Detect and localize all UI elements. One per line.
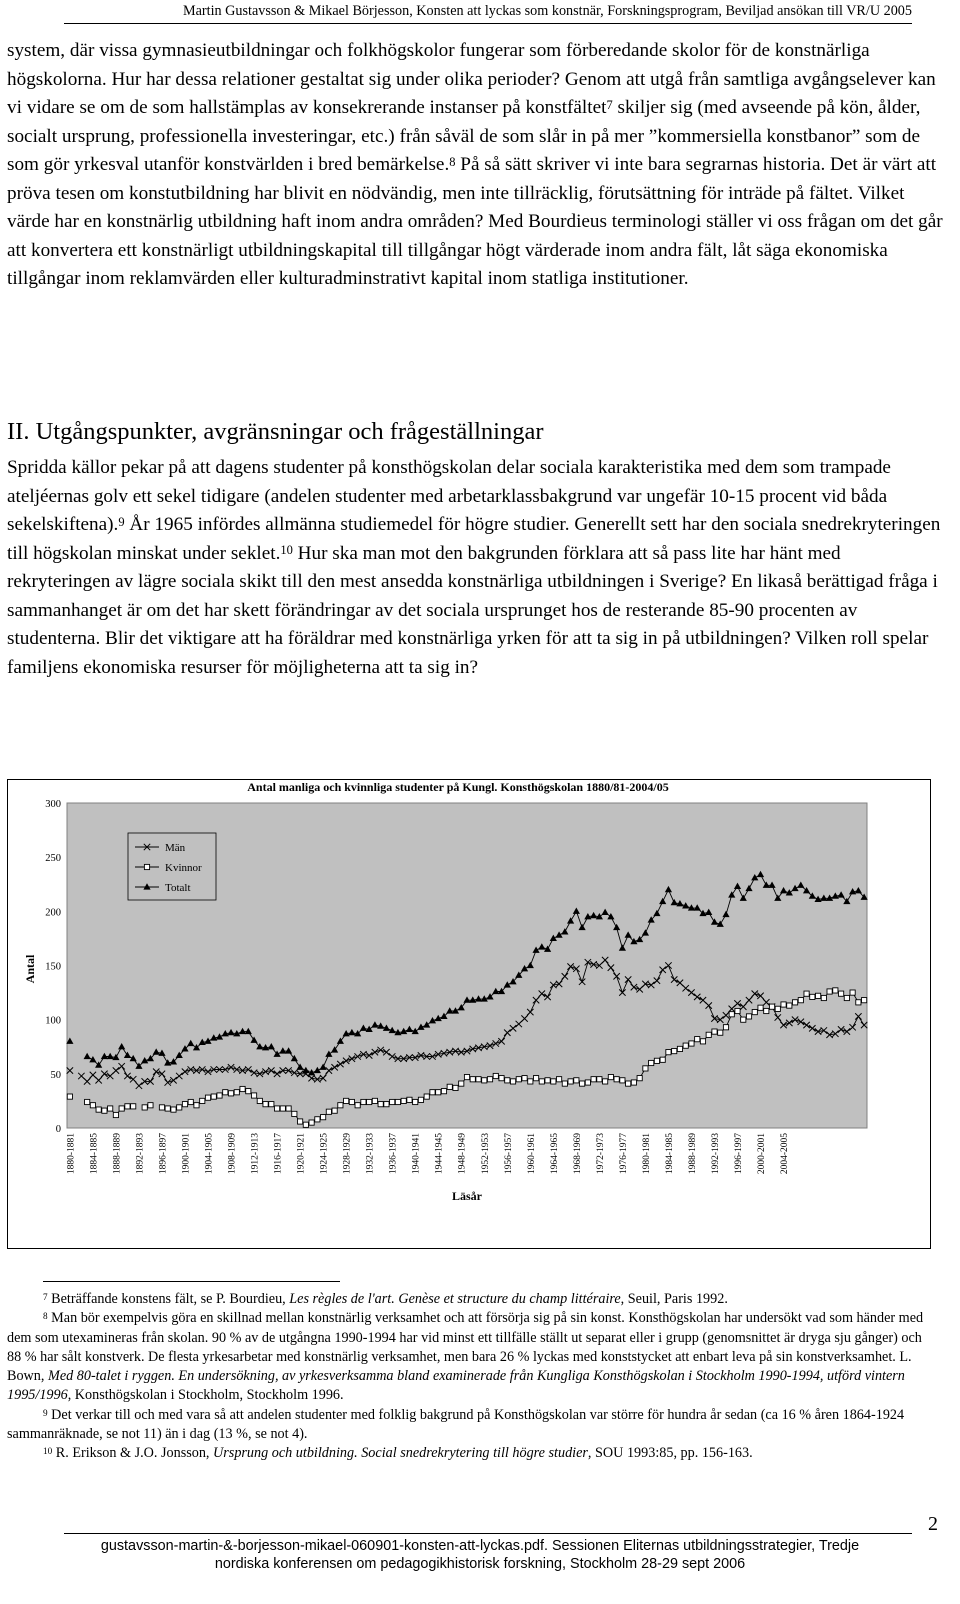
series-women-point <box>303 1122 308 1127</box>
series-women-point <box>792 1000 797 1005</box>
footer-line-2: nordiska konferensen om pedagogikhistorisk forskning, Stockholm 28-29 sept 2006 <box>214 1556 746 1572</box>
series-women-point <box>603 1079 608 1084</box>
series-women-point <box>539 1079 544 1084</box>
footnote-10-text-c: , SOU 1993:85, pp. 156-163. <box>587 1445 753 1462</box>
paragraph-2-part-2: År 1965 infördes allmänna studiemedel för högre studier. Generellt sett har den sociala snedrekryteringen till högskolan minskat under seklet. <box>7 514 941 564</box>
chart-title: Antal manliga och kvinnliga studenter på Kungl. Konsthögskolan 1880/81-2004/05 <box>247 780 669 794</box>
footer-line-1: gustavsson-martin-&-borjesson-mikael-060901-konsten-att-lyckas.pdf. Sessionen Eliternas utbildningsstrategier, Tredje <box>100 1538 860 1554</box>
series-women-point <box>712 1029 717 1034</box>
chart-figure <box>7 779 931 1249</box>
y-tick-label: 100 <box>45 1015 61 1027</box>
series-women-point <box>856 1000 861 1005</box>
paragraph-1-part-1: system, där vissa gymnasieutbildningar och folkhögskolor fungerar som förberedande skolor för de konstnärliga högskolorna. Hur har dessa relationer gestaltat sig under olika perioder? Genom att utgå från samtliga avgångselever kan vi vidare se om de som hallstämplas av konsekrerande instanser på konstfältet <box>7 40 936 118</box>
x-tick-label: 1992-1993 <box>710 1133 721 1175</box>
series-women-point <box>493 1073 498 1078</box>
series-women-point <box>194 1103 199 1108</box>
series-women-point <box>263 1102 268 1107</box>
series-women-point <box>487 1077 492 1082</box>
x-tick-label: 1916-1917 <box>273 1133 284 1175</box>
series-women-point <box>804 991 809 996</box>
series-women-point <box>482 1078 487 1083</box>
x-tick-label: 1948-1949 <box>457 1133 468 1175</box>
footnote-8-title: Med 80-talet i ryggen. En undersökning, av yrkesverksamma bland examinerade från Kungliga Konsthögskolan i Stockholm 1990-1994, utförd vintern 1995/1996 <box>7 1368 905 1404</box>
series-women-point <box>441 1089 446 1094</box>
series-women-point <box>735 1008 740 1013</box>
x-tick-label: 1928-1929 <box>342 1133 353 1175</box>
footnote-9-number: 9 <box>43 1407 48 1418</box>
series-women-point <box>459 1081 464 1086</box>
series-women-point <box>108 1106 113 1111</box>
footnote-ref-7[interactable]: 7 <box>606 97 613 112</box>
paragraph-1-part-3: På så sätt skriver vi inte bara segrarnas historia. Det är värt att pröva tesen om konstutbildning har blivit en nödvändig, men inte tillräcklig, förutsättning för inträde på fältet. Vilket värde har en konstnärlig utbildning haft inom andra områden? Med Bourdieus terminologi ställer vi oss frågan om det går att konvertera ett konstnärligt utbildningskapital till tillgångar högt värderade inom andra fält, låt säga ekonomiska tillgångar inom reklamvärden eller kulturadminstrativt kapital inom statliga institutioner. <box>7 154 943 289</box>
x-tick-label: 1892-1893 <box>135 1133 146 1175</box>
series-women-point <box>211 1094 216 1099</box>
series-women-point <box>844 995 849 1000</box>
series-women-point <box>453 1085 458 1090</box>
series-women-point <box>516 1077 521 1082</box>
legend-label: Totalt <box>165 882 191 894</box>
footnote-8 <box>7 1309 937 1405</box>
footnote-7-text-c: , Seuil, Paris 1992. <box>620 1291 728 1307</box>
series-women-point <box>626 1081 631 1086</box>
series-women-point <box>418 1097 423 1102</box>
series-women-point <box>286 1106 291 1111</box>
x-tick-label: 1980-1981 <box>641 1133 652 1175</box>
series-women-point <box>188 1099 193 1104</box>
running-header: Martin Gustavsson & Mikael Börjesson, Konsten att lyckas som konstnär, Forskningsprogram, Beviljad ansökan till VR/U 2005 <box>64 1 912 24</box>
series-women-point <box>395 1099 400 1104</box>
series-women-point <box>666 1050 671 1055</box>
series-women-point <box>131 1104 136 1109</box>
footnote-rule <box>43 1281 340 1282</box>
series-women-point <box>574 1078 579 1083</box>
x-tick-label: 1904-1905 <box>204 1133 215 1175</box>
series-women-point <box>292 1111 297 1116</box>
footnote-10 <box>7 1444 937 1463</box>
series-women-point <box>85 1099 90 1104</box>
series-women-point <box>246 1089 251 1094</box>
series-women-point <box>401 1098 406 1103</box>
series-women-point <box>413 1099 418 1104</box>
series-women-point <box>597 1077 602 1082</box>
series-women-point <box>677 1046 682 1051</box>
series-women-point <box>372 1098 377 1103</box>
series-women-point <box>718 1030 723 1035</box>
series-women-point <box>102 1108 107 1113</box>
series-women-point <box>660 1057 665 1062</box>
series-women-point <box>746 1014 751 1019</box>
paragraph-2 <box>7 454 947 682</box>
paragraph-2-part-1: Spridda källor pekar på att dagens studenter på konsthögskolan delar sociala karakteristika med dem som trampade ateljéernas golv ett sekel tidigare (andelen studenter med arbetarklassbakgrund var ungefär 10-15 procent vid båda sekelskiftena). <box>7 457 891 535</box>
x-tick-label: 1972-1973 <box>595 1133 606 1175</box>
series-women-point <box>729 1012 734 1017</box>
series-women-point <box>522 1076 527 1081</box>
footnote-8-number: 8 <box>43 1311 48 1322</box>
series-women-point <box>683 1043 688 1048</box>
x-tick-label: 1976-1977 <box>618 1133 629 1175</box>
x-tick-label: 1988-1989 <box>687 1133 698 1175</box>
footnote-ref-8[interactable]: 8 <box>449 154 456 169</box>
x-axis-label: Läsår <box>452 1189 482 1203</box>
footnote-10-title: Ursprung och utbildning. Social snedrekrytering till högre studier <box>213 1445 588 1462</box>
footnote-ref-10[interactable]: 10 <box>280 543 293 558</box>
y-tick-label: 150 <box>45 961 61 973</box>
series-women-point <box>510 1079 515 1084</box>
series-women-point <box>700 1039 705 1044</box>
series-women-point <box>850 990 855 995</box>
series-women-point <box>257 1098 262 1103</box>
legend-label: Män <box>165 842 186 854</box>
series-women-point <box>689 1041 694 1046</box>
series-women-point <box>769 1004 774 1009</box>
series-women-point <box>119 1106 124 1111</box>
series-women-point <box>159 1105 164 1110</box>
series-women-point <box>695 1037 700 1042</box>
series-women-point <box>499 1076 504 1081</box>
series-women-point <box>269 1102 274 1107</box>
series-women-point <box>384 1102 389 1107</box>
series-women-point <box>723 1025 728 1030</box>
student-count-chart <box>8 780 930 1248</box>
y-tick-label: 0 <box>55 1124 61 1135</box>
series-women-point <box>361 1099 366 1104</box>
series-women-point <box>378 1102 383 1107</box>
series-women-point <box>741 1017 746 1022</box>
footnotes <box>7 1290 937 1464</box>
series-women-point <box>171 1107 176 1112</box>
series-women-point <box>631 1080 636 1085</box>
series-women-point <box>862 998 867 1003</box>
section-heading: II. Utgångspunkter, avgränsningar och frågeställningar <box>7 418 544 445</box>
series-women-point <box>205 1095 210 1100</box>
series-women-point <box>476 1077 481 1082</box>
series-women-point <box>182 1102 187 1107</box>
series-women-point <box>591 1077 596 1082</box>
x-tick-label: 1884-1885 <box>89 1133 100 1175</box>
series-women-point <box>367 1099 372 1104</box>
series-women-point <box>528 1079 533 1084</box>
series-women-point <box>815 993 820 998</box>
x-tick-label: 1956-1957 <box>503 1133 514 1175</box>
footnote-9-text: Det verkar till och med vara så att andelen studenter med folklig bakgrund på Konsthögskolan var större för hundra år sedan (ca 16 % åren 1864-1924 sammanräknade, se not 11) än i dag (13 %, se not 4). <box>7 1406 905 1443</box>
series-women-point <box>436 1090 441 1095</box>
x-tick-label: 1896-1897 <box>158 1133 169 1175</box>
x-tick-label: 1880-1881 <box>66 1133 77 1175</box>
series-women-point <box>839 991 844 996</box>
series-women-point <box>430 1090 435 1095</box>
series-women-point <box>177 1105 182 1110</box>
series-women-point <box>390 1099 395 1104</box>
paragraph-1-part-2: skiljer sig (med avseende på kön, ålder, socialt ursprung, professionella investeringar, etc.) från såväl de som slår in på mer ”kommersiella konstbanor” som de som gör yrkesval utanför konstvärlden i bred bemärkelse. <box>7 97 921 175</box>
paragraph-2-part-3: Hur ska man mot den bakgrunden förklara att så pass lite har hänt med rekryteringen av lägre sociala skikt till den mest ansedda konstnärliga utbildningen i Sverige? En likaså berättigad fråga i sammanhanget är om det har skett förändringar av det sociala ursprunget hos de resterande 85-90 procenten av studenterna. Blir det viktigare att ha föräldrar med konstnärliga yrken för att ta sig in på utbildningen? Vilken roll spelar familjens ekonomiska resurser för möjligheterna att ta sig in? <box>7 542 938 678</box>
series-women-point <box>280 1106 285 1111</box>
series-women-point <box>798 998 803 1003</box>
y-tick-label: 50 <box>50 1069 61 1081</box>
footnote-10-number: 10 <box>43 1446 53 1457</box>
series-women-point <box>608 1074 613 1079</box>
x-tick-label: 1944-1945 <box>434 1133 445 1175</box>
series-women-point <box>251 1093 256 1098</box>
paragraph-1 <box>7 37 947 294</box>
legend <box>128 833 216 900</box>
x-tick-label: 1952-1953 <box>480 1133 491 1175</box>
footnote-8-text-a: Man bör exempelvis göra en skillnad mellan konstnärlig verksamhet och att försörja sig på sin konst. Konsthögskolan har undersökt vad som händer med dem som utexamineras från skolan. 90 % av de utgångna 1990-1994 har vid minst ett tillfälle ställt ut separat eller i grupp (genomsnittet är dryga sju gånger) och 88 % har sålt konstverk. De flesta yrkesarbetar med konstnärlig verksamhet, men bara 26 % lyckas med konststycket att enbart leva på sin konstverksamhet. L. Bown, <box>7 1310 924 1385</box>
y-tick-label: 200 <box>45 907 61 919</box>
series-women-point <box>614 1077 619 1082</box>
x-tick-label: 1912-1913 <box>250 1133 261 1175</box>
series-women-point <box>787 1003 792 1008</box>
x-tick-label: 1940-1941 <box>411 1133 422 1175</box>
series-women-point <box>775 1006 780 1011</box>
series-women-point <box>142 1105 147 1110</box>
series-women-point <box>223 1090 228 1095</box>
series-women-point <box>90 1103 95 1108</box>
footnote-7 <box>7 1290 937 1309</box>
footnote-10-text-a: R. Erikson & J.O. Jonsson, <box>52 1445 214 1462</box>
legend-marker <box>144 864 149 869</box>
footnote-9 <box>7 1406 937 1445</box>
series-women-point <box>545 1078 550 1083</box>
x-tick-label: 1888-1889 <box>112 1133 123 1175</box>
series-women-point <box>620 1078 625 1083</box>
series-women-point <box>821 995 826 1000</box>
series-women-point <box>309 1120 314 1125</box>
series-women-point <box>355 1103 360 1108</box>
series-women-point <box>833 988 838 993</box>
series-women-point <box>321 1115 326 1120</box>
series-women-point <box>533 1076 538 1081</box>
series-women-point <box>556 1077 561 1082</box>
series-women-point <box>200 1098 205 1103</box>
x-tick-label: 1920-1921 <box>296 1133 307 1175</box>
series-women-point <box>424 1094 429 1099</box>
x-tick-label: 1984-1985 <box>664 1133 675 1175</box>
footnote-7-number: 7 <box>43 1291 48 1302</box>
y-tick-label: 300 <box>45 799 61 810</box>
series-women-point <box>827 989 832 994</box>
series-women-point <box>568 1079 573 1084</box>
series-women-point <box>585 1080 590 1085</box>
footnote-8-text-c: , Konsthögskolan i Stockholm, Stockholm 1996. <box>67 1387 344 1404</box>
series-women-point <box>764 1008 769 1013</box>
series-women-point <box>113 1112 118 1117</box>
series-women-point <box>758 1005 763 1010</box>
series-women-point <box>505 1078 510 1083</box>
series-women-point <box>349 1099 354 1104</box>
x-tick-label: 1960-1961 <box>526 1133 537 1175</box>
x-tick-label: 1932-1933 <box>365 1133 376 1175</box>
series-women-point <box>332 1108 337 1113</box>
series-women-point <box>551 1079 556 1084</box>
footnote-7-title: Les règles de l'art. Genèse et structure du champ littéraire <box>289 1291 621 1307</box>
x-tick-label: 1908-1909 <box>227 1133 238 1175</box>
series-women-point <box>637 1076 642 1081</box>
series-women-point <box>706 1032 711 1037</box>
series-women-point <box>240 1086 245 1091</box>
x-tick-label: 1968-1969 <box>572 1133 583 1175</box>
x-tick-label: 2004-2005 <box>780 1133 791 1175</box>
x-tick-label: 1924-1925 <box>319 1133 330 1175</box>
series-women-point <box>274 1106 279 1111</box>
y-tick-label: 250 <box>45 853 61 865</box>
series-women-point <box>643 1066 648 1071</box>
series-women-point <box>562 1081 567 1086</box>
series-women-point <box>672 1048 677 1053</box>
series-women-point <box>67 1094 72 1099</box>
series-women-point <box>752 1009 757 1014</box>
x-tick-label: 1936-1937 <box>388 1133 399 1175</box>
x-tick-label: 1964-1965 <box>549 1133 560 1175</box>
series-women-point <box>810 994 815 999</box>
page-footer <box>0 1537 960 1573</box>
y-axis-label: Antal <box>23 954 37 984</box>
series-women-point <box>315 1117 320 1122</box>
series-women-point <box>228 1091 233 1096</box>
series-women-point <box>649 1060 654 1065</box>
series-women-point <box>148 1103 153 1108</box>
footnote-ref-9[interactable]: 9 <box>118 514 125 529</box>
series-women-point <box>165 1106 170 1111</box>
footer-rule <box>64 1533 912 1534</box>
series-women-point <box>326 1109 331 1114</box>
series-women-point <box>654 1058 659 1063</box>
x-tick-label: 2000-2001 <box>757 1133 768 1175</box>
series-women-point <box>407 1097 412 1102</box>
series-women-point <box>344 1098 349 1103</box>
x-tick-label: 1900-1901 <box>181 1133 192 1175</box>
footnote-7-text-a: Beträffande konstens fält, se P. Bourdieu, <box>47 1291 290 1307</box>
series-women-point <box>217 1093 222 1098</box>
series-women-point <box>297 1119 302 1124</box>
legend-label: Kvinnor <box>165 862 202 874</box>
series-women-point <box>338 1103 343 1108</box>
x-tick-label: 1996-1997 <box>734 1133 745 1175</box>
page-number: 2 <box>928 1513 938 1535</box>
series-women-point <box>781 1002 786 1007</box>
series-women-point <box>447 1084 452 1089</box>
series-women-point <box>464 1074 469 1079</box>
series-women-point <box>125 1104 130 1109</box>
series-women-point <box>96 1107 101 1112</box>
series-women-point <box>234 1090 239 1095</box>
series-women-point <box>470 1077 475 1082</box>
series-women-point <box>580 1081 585 1086</box>
